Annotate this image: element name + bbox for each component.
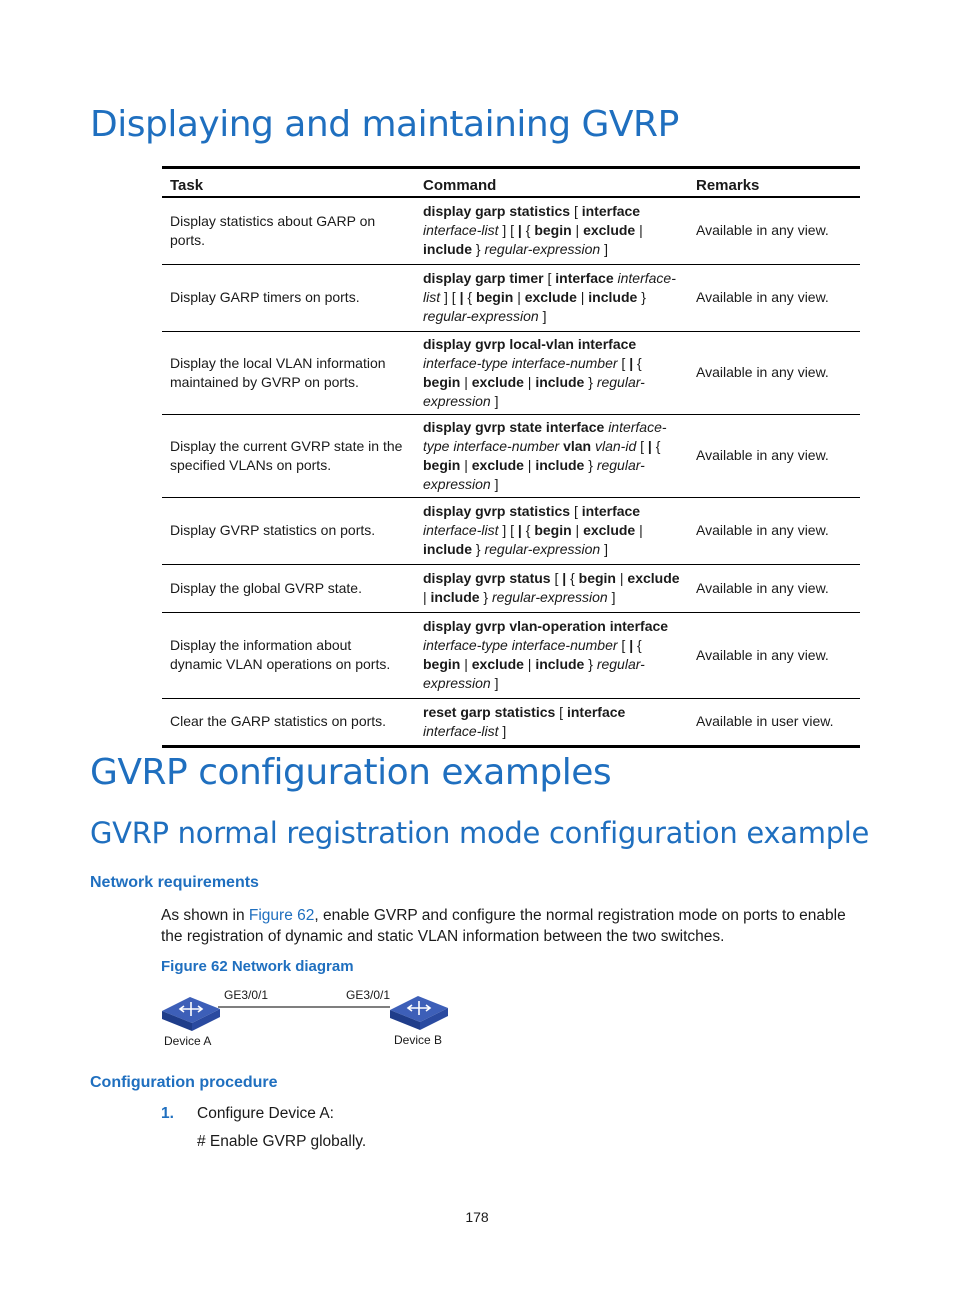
network-diagram xyxy=(160,985,460,1055)
network-requirements-text: As shown in Figure 62, enable GVRP and configure the normal registration mode on ports to enable the registration of dynamic and static VLAN information between the two switches. xyxy=(161,907,846,945)
port-label-b: GE3/0/1 xyxy=(346,988,391,1002)
remarks-cell: Available in any view. xyxy=(688,612,860,698)
table-row xyxy=(162,497,860,564)
step-comment: # Enable GVRP globally. xyxy=(197,1133,367,1150)
command-cell: display gvrp statistics [ interface interface-list ] [ | { begin | exclude | include } regular-expression ] xyxy=(415,497,688,564)
command-cell: display gvrp local-vlan interface interface-type interface-number [ | { begin | exclude | include } regular-expression ] xyxy=(415,331,688,414)
task-cell: Display the information about dynamic VLAN operations on ports. xyxy=(162,612,415,698)
table-row xyxy=(162,698,860,746)
switch-icon xyxy=(162,997,220,1031)
page-number: 178 xyxy=(465,1209,489,1225)
task-cell: Display the current GVRP state in the specified VLANs on ports. xyxy=(162,414,415,497)
command-cell: display gvrp state interface interface-type interface-number vlan vlan-id [ | { begin | exclude | include } regular-expression ] xyxy=(415,414,688,497)
task-cell: Display GVRP statistics on ports. xyxy=(162,497,415,564)
section-heading-examples: GVRP configuration examples xyxy=(90,752,612,793)
task-cell: Display the global GVRP state. xyxy=(162,564,415,612)
figure-link[interactable]: Figure 62 xyxy=(248,907,315,924)
command-table xyxy=(162,166,860,748)
remarks-cell: Available in any view. xyxy=(688,331,860,414)
remarks-cell: Available in any view. xyxy=(688,414,860,497)
command-cell: reset garp statistics [ interface interface-list ] xyxy=(423,703,626,739)
command-cell: display gvrp vlan-operation interface interface-type interface-number [ | { begin | exclude | include } regular-expression ] xyxy=(415,612,688,698)
column-header-remarks: Remarks xyxy=(688,168,860,198)
task-cell: Display the local VLAN information maintained by GVRP on ports. xyxy=(162,331,415,414)
remarks-cell: Available in any view. xyxy=(688,497,860,564)
remarks-cell: Available in user view. xyxy=(696,713,834,729)
section-heading-displaying: Displaying and maintaining GVRP xyxy=(90,104,679,145)
command-cell: display garp timer [ interface interface-list ] [ | { begin | exclude | include } regular-expression ] xyxy=(415,264,688,331)
table-row xyxy=(162,414,860,497)
table-row xyxy=(162,331,860,414)
figure-caption: Figure 62 Network diagram xyxy=(161,958,354,975)
remarks-cell: Available in any view. xyxy=(688,264,860,331)
table-row xyxy=(162,564,860,612)
subsection-heading: GVRP normal registration mode configuration example xyxy=(90,816,870,850)
table-row xyxy=(162,612,860,698)
remarks-cell: Available in any view. xyxy=(688,197,860,264)
table-header-row xyxy=(162,168,860,198)
task-cell: Clear the GARP statistics on ports. xyxy=(170,713,387,729)
step-text: Configure Device A: xyxy=(197,1105,334,1122)
switch-icon xyxy=(390,996,448,1030)
command-cell: display gvrp status [ | { begin | exclude | include } regular-expression ] xyxy=(415,564,688,612)
device-a-label: Device A xyxy=(164,1034,212,1048)
command-cell: display garp statistics [ interface interface-list ] [ | { begin | exclude | include } regular-expression ] xyxy=(415,197,688,264)
port-label-a: GE3/0/1 xyxy=(224,988,269,1002)
device-b-label: Device B xyxy=(394,1033,443,1047)
remarks-cell: Available in any view. xyxy=(688,564,860,612)
task-cell: Display GARP timers on ports. xyxy=(162,264,415,331)
table-row xyxy=(162,264,860,331)
configuration-procedure-heading: Configuration procedure xyxy=(90,1074,278,1091)
network-requirements-heading: Network requirements xyxy=(90,874,259,891)
column-header-task: Task xyxy=(162,168,415,198)
task-cell: Display statistics about GARP on ports. xyxy=(162,197,415,264)
step-number: 1. xyxy=(161,1105,174,1122)
column-header-command: Command xyxy=(415,168,688,198)
table-row xyxy=(162,197,860,264)
